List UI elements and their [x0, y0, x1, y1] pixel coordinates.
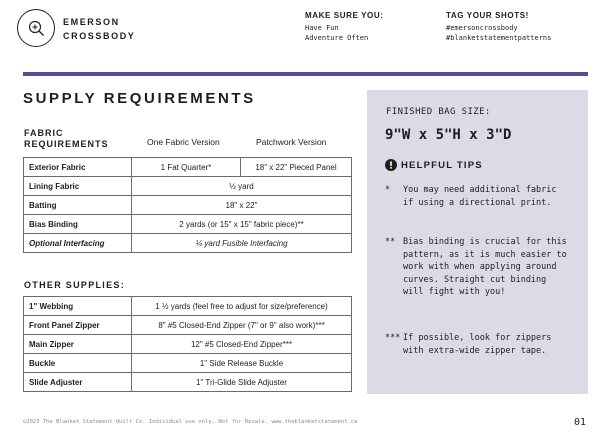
row-label: Main Zipper: [24, 335, 132, 354]
row-label: Bias Binding: [24, 215, 132, 234]
tip-text: Bias binding is crucial for this pattern, as it is much easier to work with when applying around curves. Straight cut binding will fight with you!: [403, 237, 567, 297]
row-label: 1" Webbing: [24, 297, 132, 316]
finished-size-label: FINISHED BAG SIZE:: [386, 107, 491, 117]
tip-marker: *: [385, 185, 391, 195]
row-label: Exterior Fabric: [24, 158, 132, 177]
column-header-one-fabric: One Fabric Version: [147, 137, 220, 147]
info-panel: [367, 90, 588, 394]
cell-value: 1" Side Release Buckle: [132, 354, 352, 373]
fabric-heading-line-2: REQUIREMENTS: [24, 139, 109, 149]
column-header-patchwork: Patchwork Version: [256, 137, 327, 147]
make-sure-block: [305, 11, 383, 43]
table-row: [24, 316, 352, 335]
cell-value: 8" #5 Closed-End Zipper (7" or 9" also work)***: [132, 316, 352, 335]
cell-value: 12" #5 Closed-End Zipper***: [132, 335, 352, 354]
tag-title: TAG YOUR SHOTS!: [446, 11, 529, 20]
cell-value: 1 ½ yards (feel free to adjust for size/preference): [132, 297, 352, 316]
table-row: [24, 177, 352, 196]
table-row: [24, 234, 352, 253]
table-row: [24, 215, 352, 234]
table-row: [24, 196, 352, 215]
row-label: Buckle: [24, 354, 132, 373]
hashtag-1: #emersoncrossbody: [446, 24, 518, 32]
row-label: Lining Fabric: [24, 177, 132, 196]
helpful-tips-header: [385, 159, 483, 171]
table-row: [24, 373, 352, 392]
footer-copyright: ©2023 The Blanket Statement Quilt Co. Individual use only. Not for Resale. www.theblanketstatement.ca: [23, 419, 358, 425]
helpful-tips-title: HELPFUL TIPS: [401, 159, 483, 171]
tip-item: [385, 184, 571, 209]
page-number: 01: [574, 417, 587, 428]
tip-marker: **: [385, 237, 396, 247]
cell-value: 18" x 22": [132, 196, 352, 215]
brand-line-2: CROSSBODY: [63, 31, 136, 41]
make-sure-title: MAKE SURE YOU:: [305, 11, 384, 20]
cell-value: ½ yard: [132, 177, 352, 196]
exclamation-circle-icon: [385, 159, 397, 171]
tip-text: You may need additional fabric if using a directional print.: [403, 185, 557, 208]
tag-block: [446, 11, 551, 43]
cell-patchwork: 18" x 22" Pieced Panel: [241, 158, 352, 177]
cell-value: ¼ yard Fusible Interfacing: [132, 234, 352, 253]
section-title: SUPPLY REQUIREMENTS: [23, 90, 256, 107]
fabric-heading-line-1: FABRIC: [24, 128, 64, 138]
table-row: [24, 297, 352, 316]
fabric-table: [23, 157, 352, 253]
finished-size-value: 9"W x 5"H x 3"D: [385, 127, 512, 143]
header-divider: [23, 72, 588, 76]
magnifier-plus-icon: [18, 10, 56, 48]
tip-text: If possible, look for zippers with extra-wide zipper tape.: [403, 333, 552, 356]
make-sure-line-2: Adventure Often: [305, 34, 369, 42]
tip-item: [385, 332, 571, 357]
row-label: Optional Interfacing: [24, 234, 132, 253]
fabric-heading: [24, 128, 109, 150]
row-label: Slide Adjuster: [24, 373, 132, 392]
brand-line-1: EMERSON: [63, 17, 120, 27]
cell-one-fabric: 1 Fat Quarter*: [132, 158, 241, 177]
row-label: Front Panel Zipper: [24, 316, 132, 335]
hashtag-2: #blanketstatementpatterns: [446, 34, 552, 42]
make-sure-line-1: Have Fun: [305, 24, 339, 32]
brand-logo: [17, 9, 55, 47]
cell-value: 1" Tri-Glide Slide Adjuster: [132, 373, 352, 392]
tip-item: [385, 236, 571, 299]
tip-marker: ***: [385, 333, 401, 343]
other-supplies-table: [23, 296, 352, 392]
table-row: [24, 354, 352, 373]
table-row: [24, 158, 352, 177]
brand-name: [63, 15, 135, 43]
row-label: Batting: [24, 196, 132, 215]
table-row: [24, 335, 352, 354]
cell-value: 2 yards (or 15" x 15" fabric piece)**: [132, 215, 352, 234]
other-supplies-heading: OTHER SUPPLIES:: [24, 280, 126, 290]
